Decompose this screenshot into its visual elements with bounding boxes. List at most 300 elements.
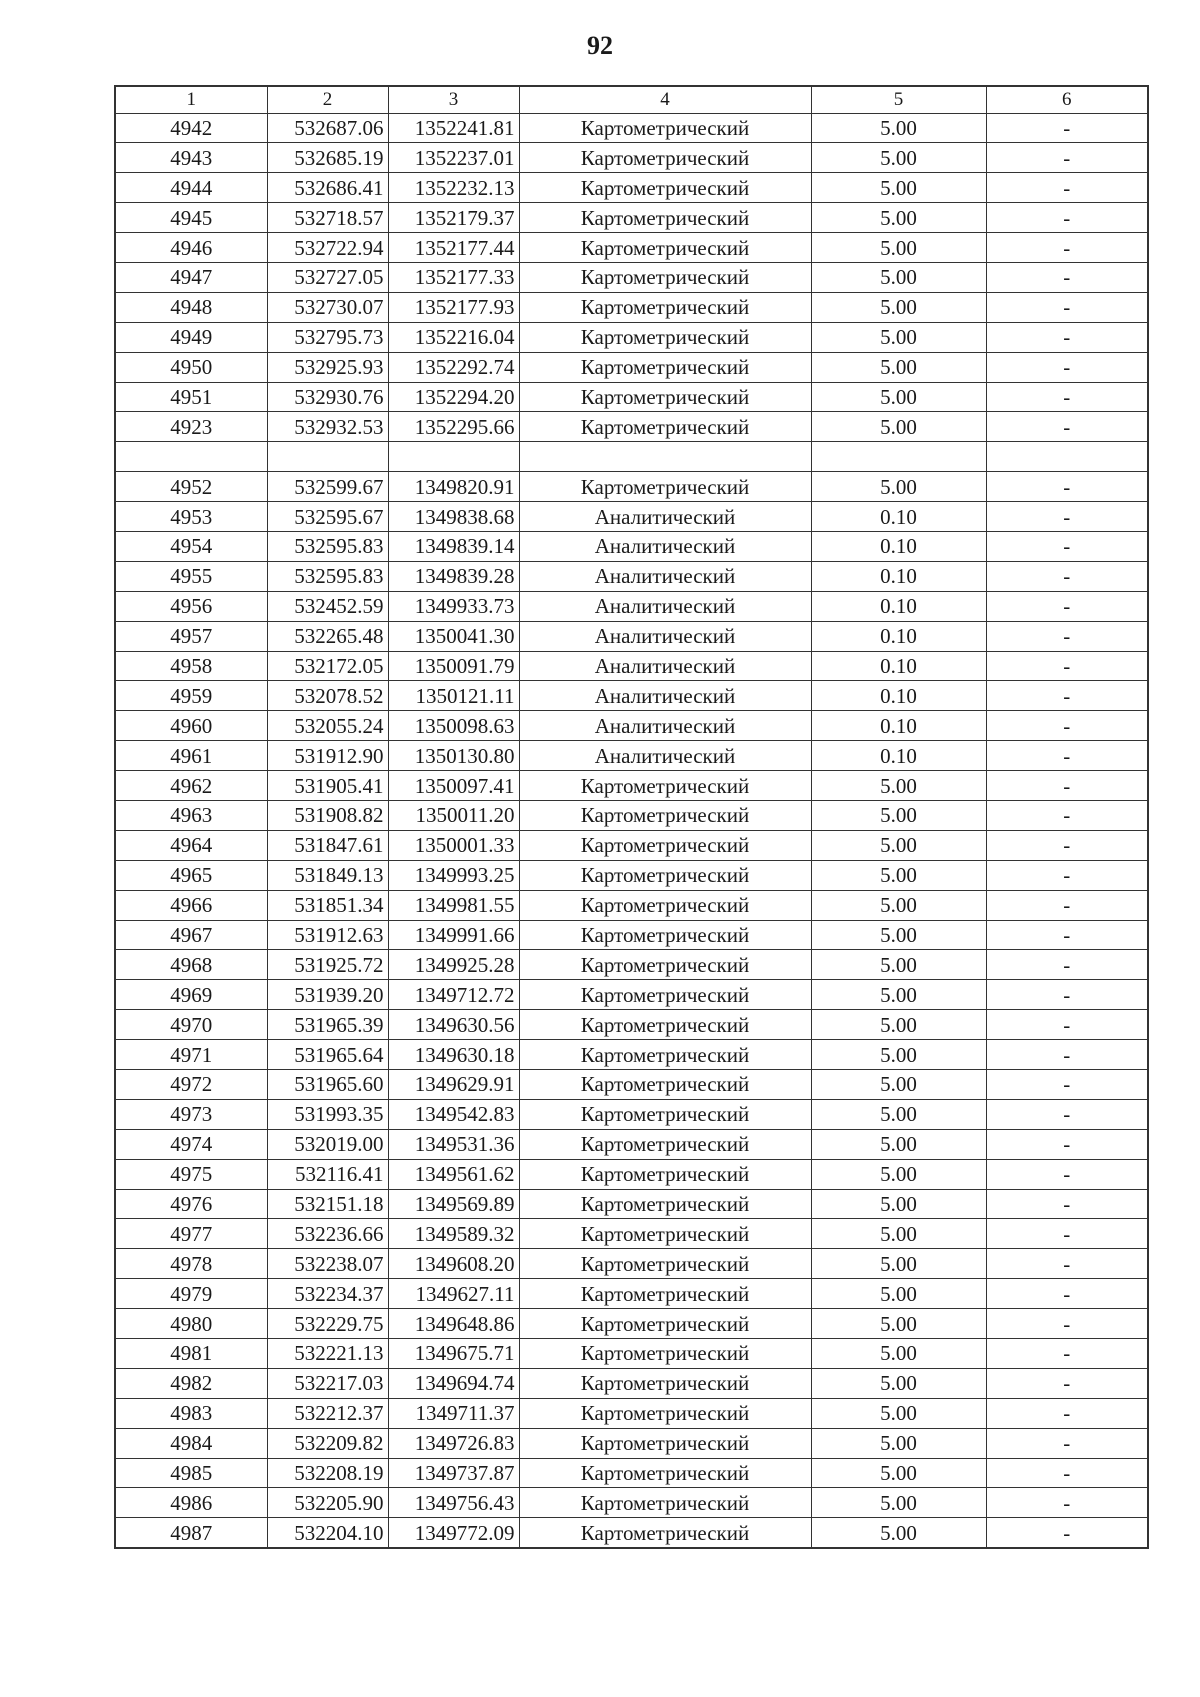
note-cell: - bbox=[986, 800, 1148, 830]
table-row bbox=[115, 1339, 1148, 1369]
x-coordinate-cell: 532208.19 bbox=[267, 1458, 388, 1488]
point-number-cell: 4962 bbox=[115, 771, 267, 801]
point-number-cell: 4965 bbox=[115, 860, 267, 890]
accuracy-cell: 0.10 bbox=[811, 621, 986, 651]
accuracy-cell: 0.10 bbox=[811, 591, 986, 621]
note-cell: - bbox=[986, 1010, 1148, 1040]
x-coordinate-cell: 532730.07 bbox=[267, 292, 388, 322]
method-cell: Картометрический bbox=[519, 1398, 811, 1428]
accuracy-cell: 5.00 bbox=[811, 1129, 986, 1159]
method-cell: Картометрический bbox=[519, 233, 811, 263]
accuracy-cell: 5.00 bbox=[811, 890, 986, 920]
note-cell: - bbox=[986, 741, 1148, 771]
point-number-cell: 4960 bbox=[115, 711, 267, 741]
point-number-cell: 4963 bbox=[115, 800, 267, 830]
point-number-cell: 4943 bbox=[115, 143, 267, 173]
x-coordinate-cell: 531965.60 bbox=[267, 1070, 388, 1100]
y-coordinate-cell: 1352177.44 bbox=[388, 233, 519, 263]
y-coordinate-cell: 1349589.32 bbox=[388, 1219, 519, 1249]
point-number-cell: 4974 bbox=[115, 1129, 267, 1159]
note-cell: - bbox=[986, 1309, 1148, 1339]
y-coordinate-cell: 1349993.25 bbox=[388, 860, 519, 890]
point-number-cell: 4952 bbox=[115, 472, 267, 502]
method-cell: Картометрический bbox=[519, 382, 811, 412]
table-row bbox=[115, 591, 1148, 621]
method-cell: Картометрический bbox=[519, 322, 811, 352]
y-coordinate-cell: 1349839.28 bbox=[388, 561, 519, 591]
accuracy-cell: 5.00 bbox=[811, 860, 986, 890]
y-coordinate-cell: 1349630.18 bbox=[388, 1040, 519, 1070]
table-row bbox=[115, 143, 1148, 173]
y-coordinate-cell: 1352294.20 bbox=[388, 382, 519, 412]
table-row bbox=[115, 711, 1148, 741]
point-number-cell: 4983 bbox=[115, 1398, 267, 1428]
y-coordinate-cell: 1350121.11 bbox=[388, 681, 519, 711]
point-number-cell: 4980 bbox=[115, 1309, 267, 1339]
method-cell: Картометрический bbox=[519, 1368, 811, 1398]
table-row bbox=[115, 1249, 1148, 1279]
note-cell: - bbox=[986, 830, 1148, 860]
method-cell: Картометрический bbox=[519, 771, 811, 801]
accuracy-cell bbox=[811, 442, 986, 472]
table-row bbox=[115, 830, 1148, 860]
table-row bbox=[115, 651, 1148, 681]
note-cell: - bbox=[986, 890, 1148, 920]
table-row bbox=[115, 1040, 1148, 1070]
y-coordinate-cell: 1350097.41 bbox=[388, 771, 519, 801]
y-coordinate-cell: 1352177.93 bbox=[388, 292, 519, 322]
note-cell: - bbox=[986, 322, 1148, 352]
method-cell: Картометрический bbox=[519, 1488, 811, 1518]
table-row bbox=[115, 352, 1148, 382]
y-coordinate-cell: 1350001.33 bbox=[388, 830, 519, 860]
x-coordinate-cell: 531993.35 bbox=[267, 1099, 388, 1129]
y-coordinate-cell: 1349627.11 bbox=[388, 1279, 519, 1309]
note-cell: - bbox=[986, 1040, 1148, 1070]
accuracy-cell: 5.00 bbox=[811, 1428, 986, 1458]
y-coordinate-cell: 1349629.91 bbox=[388, 1070, 519, 1100]
y-coordinate-cell: 1349838.68 bbox=[388, 502, 519, 532]
accuracy-cell: 5.00 bbox=[811, 1458, 986, 1488]
accuracy-cell: 5.00 bbox=[811, 771, 986, 801]
note-cell: - bbox=[986, 1189, 1148, 1219]
note-cell: - bbox=[986, 1070, 1148, 1100]
accuracy-cell: 5.00 bbox=[811, 1189, 986, 1219]
method-cell: Аналитический bbox=[519, 591, 811, 621]
table-row bbox=[115, 442, 1148, 472]
point-number-cell: 4957 bbox=[115, 621, 267, 651]
table-row bbox=[115, 233, 1148, 263]
y-coordinate-cell: 1349820.91 bbox=[388, 472, 519, 502]
y-coordinate-cell: 1352241.81 bbox=[388, 113, 519, 143]
point-number-cell: 4967 bbox=[115, 920, 267, 950]
method-cell: Картометрический bbox=[519, 1309, 811, 1339]
y-coordinate-cell: 1349991.66 bbox=[388, 920, 519, 950]
x-coordinate-cell: 532685.19 bbox=[267, 143, 388, 173]
note-cell: - bbox=[986, 860, 1148, 890]
point-number-cell: 4969 bbox=[115, 980, 267, 1010]
method-cell: Картометрический bbox=[519, 1219, 811, 1249]
table-row bbox=[115, 1518, 1148, 1548]
method-cell: Картометрический bbox=[519, 1279, 811, 1309]
x-coordinate-cell: 532932.53 bbox=[267, 412, 388, 442]
method-cell: Картометрический bbox=[519, 1189, 811, 1219]
x-coordinate-cell: 532795.73 bbox=[267, 322, 388, 352]
x-coordinate-cell: 532595.83 bbox=[267, 531, 388, 561]
method-cell: Картометрический bbox=[519, 173, 811, 203]
x-coordinate-cell: 532217.03 bbox=[267, 1368, 388, 1398]
y-coordinate-cell bbox=[388, 442, 519, 472]
y-coordinate-cell: 1349839.14 bbox=[388, 531, 519, 561]
accuracy-cell: 5.00 bbox=[811, 1339, 986, 1369]
note-cell: - bbox=[986, 292, 1148, 322]
accuracy-cell: 5.00 bbox=[811, 292, 986, 322]
x-coordinate-cell: 532925.93 bbox=[267, 352, 388, 382]
table-row bbox=[115, 561, 1148, 591]
note-cell: - bbox=[986, 920, 1148, 950]
point-number-cell: 4956 bbox=[115, 591, 267, 621]
x-coordinate-cell: 532452.59 bbox=[267, 591, 388, 621]
table-row bbox=[115, 980, 1148, 1010]
x-coordinate-cell: 532055.24 bbox=[267, 711, 388, 741]
method-cell: Картометрический bbox=[519, 1458, 811, 1488]
point-number-cell: 4985 bbox=[115, 1458, 267, 1488]
point-number-cell: 4966 bbox=[115, 890, 267, 920]
accuracy-cell: 5.00 bbox=[811, 1010, 986, 1040]
accuracy-cell: 5.00 bbox=[811, 800, 986, 830]
point-number-cell: 4951 bbox=[115, 382, 267, 412]
x-coordinate-cell: 532236.66 bbox=[267, 1219, 388, 1249]
method-cell: Картометрический bbox=[519, 113, 811, 143]
table-row bbox=[115, 1279, 1148, 1309]
accuracy-cell: 5.00 bbox=[811, 203, 986, 233]
table-row bbox=[115, 800, 1148, 830]
table-header-row bbox=[115, 86, 1148, 113]
method-cell: Картометрический bbox=[519, 1099, 811, 1129]
note-cell: - bbox=[986, 531, 1148, 561]
accuracy-cell: 0.10 bbox=[811, 711, 986, 741]
table-row bbox=[115, 1189, 1148, 1219]
point-number-cell bbox=[115, 442, 267, 472]
note-cell: - bbox=[986, 1159, 1148, 1189]
point-number-cell: 4979 bbox=[115, 1279, 267, 1309]
x-coordinate-cell: 532727.05 bbox=[267, 262, 388, 292]
note-cell: - bbox=[986, 1249, 1148, 1279]
point-number-cell: 4953 bbox=[115, 502, 267, 532]
page-number: 92 bbox=[587, 31, 613, 60]
method-cell bbox=[519, 442, 811, 472]
method-cell: Картометрический bbox=[519, 1070, 811, 1100]
table-row bbox=[115, 322, 1148, 352]
x-coordinate-cell: 532687.06 bbox=[267, 113, 388, 143]
column-header-5: 5 bbox=[811, 86, 986, 113]
method-cell: Картометрический bbox=[519, 950, 811, 980]
note-cell: - bbox=[986, 1518, 1148, 1548]
accuracy-cell: 5.00 bbox=[811, 1070, 986, 1100]
y-coordinate-cell: 1349981.55 bbox=[388, 890, 519, 920]
method-cell: Картометрический bbox=[519, 352, 811, 382]
table-row bbox=[115, 382, 1148, 412]
x-coordinate-cell: 532209.82 bbox=[267, 1428, 388, 1458]
point-number-cell: 4968 bbox=[115, 950, 267, 980]
accuracy-cell: 5.00 bbox=[811, 352, 986, 382]
note-cell: - bbox=[986, 1279, 1148, 1309]
x-coordinate-cell: 532930.76 bbox=[267, 382, 388, 412]
method-cell: Аналитический bbox=[519, 711, 811, 741]
x-coordinate-cell: 532078.52 bbox=[267, 681, 388, 711]
table-row bbox=[115, 502, 1148, 532]
note-cell: - bbox=[986, 1398, 1148, 1428]
y-coordinate-cell: 1350011.20 bbox=[388, 800, 519, 830]
x-coordinate-cell: 532238.07 bbox=[267, 1249, 388, 1279]
table-row bbox=[115, 860, 1148, 890]
accuracy-cell: 5.00 bbox=[811, 1249, 986, 1279]
point-number-cell: 4972 bbox=[115, 1070, 267, 1100]
method-cell: Аналитический bbox=[519, 561, 811, 591]
point-number-cell: 4946 bbox=[115, 233, 267, 263]
accuracy-cell: 5.00 bbox=[811, 382, 986, 412]
table-body bbox=[115, 113, 1148, 1548]
point-number-cell: 4958 bbox=[115, 651, 267, 681]
y-coordinate-cell: 1352292.74 bbox=[388, 352, 519, 382]
table-row bbox=[115, 1129, 1148, 1159]
table-row bbox=[115, 1368, 1148, 1398]
table-row bbox=[115, 1099, 1148, 1129]
method-cell: Картометрический bbox=[519, 412, 811, 442]
note-cell: - bbox=[986, 173, 1148, 203]
accuracy-cell: 5.00 bbox=[811, 980, 986, 1010]
table-row bbox=[115, 292, 1148, 322]
note-cell: - bbox=[986, 980, 1148, 1010]
accuracy-cell: 5.00 bbox=[811, 1099, 986, 1129]
x-coordinate-cell: 532595.67 bbox=[267, 502, 388, 532]
x-coordinate-cell: 532234.37 bbox=[267, 1279, 388, 1309]
method-cell: Аналитический bbox=[519, 502, 811, 532]
method-cell: Картометрический bbox=[519, 800, 811, 830]
column-header-2: 2 bbox=[267, 86, 388, 113]
note-cell: - bbox=[986, 950, 1148, 980]
note-cell: - bbox=[986, 711, 1148, 741]
point-number-cell: 4942 bbox=[115, 113, 267, 143]
point-number-cell: 4986 bbox=[115, 1488, 267, 1518]
x-coordinate-cell: 531905.41 bbox=[267, 771, 388, 801]
point-number-cell: 4964 bbox=[115, 830, 267, 860]
y-coordinate-cell: 1349531.36 bbox=[388, 1129, 519, 1159]
point-number-cell: 4961 bbox=[115, 741, 267, 771]
table-row bbox=[115, 1309, 1148, 1339]
x-coordinate-cell: 532722.94 bbox=[267, 233, 388, 263]
y-coordinate-cell: 1349711.37 bbox=[388, 1398, 519, 1428]
table-row bbox=[115, 1488, 1148, 1518]
table-row bbox=[115, 741, 1148, 771]
y-coordinate-cell: 1350130.80 bbox=[388, 741, 519, 771]
x-coordinate-cell: 531851.34 bbox=[267, 890, 388, 920]
accuracy-cell: 0.10 bbox=[811, 502, 986, 532]
accuracy-cell: 5.00 bbox=[811, 1368, 986, 1398]
method-cell: Картометрический bbox=[519, 1339, 811, 1369]
note-cell: - bbox=[986, 412, 1148, 442]
y-coordinate-cell: 1349569.89 bbox=[388, 1189, 519, 1219]
y-coordinate-cell: 1349648.86 bbox=[388, 1309, 519, 1339]
x-coordinate-cell: 531849.13 bbox=[267, 860, 388, 890]
y-coordinate-cell: 1349630.56 bbox=[388, 1010, 519, 1040]
note-cell: - bbox=[986, 681, 1148, 711]
note-cell: - bbox=[986, 651, 1148, 681]
accuracy-cell: 5.00 bbox=[811, 1518, 986, 1548]
x-coordinate-cell: 532599.67 bbox=[267, 472, 388, 502]
accuracy-cell: 5.00 bbox=[811, 173, 986, 203]
coordinates-table bbox=[114, 85, 1149, 1549]
note-cell: - bbox=[986, 1219, 1148, 1249]
accuracy-cell: 5.00 bbox=[811, 1488, 986, 1518]
x-coordinate-cell: 532172.05 bbox=[267, 651, 388, 681]
point-number-cell: 4976 bbox=[115, 1189, 267, 1219]
x-coordinate-cell: 532265.48 bbox=[267, 621, 388, 651]
x-coordinate-cell: 532686.41 bbox=[267, 173, 388, 203]
table-row bbox=[115, 203, 1148, 233]
accuracy-cell: 0.10 bbox=[811, 681, 986, 711]
y-coordinate-cell: 1352177.33 bbox=[388, 262, 519, 292]
method-cell: Картометрический bbox=[519, 1010, 811, 1040]
accuracy-cell: 5.00 bbox=[811, 143, 986, 173]
method-cell: Картометрический bbox=[519, 203, 811, 233]
x-coordinate-cell: 532204.10 bbox=[267, 1518, 388, 1548]
y-coordinate-cell: 1349772.09 bbox=[388, 1518, 519, 1548]
x-coordinate-cell: 532019.00 bbox=[267, 1129, 388, 1159]
column-header-1: 1 bbox=[115, 86, 267, 113]
x-coordinate-cell: 532212.37 bbox=[267, 1398, 388, 1428]
method-cell: Картометрический bbox=[519, 292, 811, 322]
y-coordinate-cell: 1352179.37 bbox=[388, 203, 519, 233]
accuracy-cell: 0.10 bbox=[811, 741, 986, 771]
table-row bbox=[115, 113, 1148, 143]
note-cell: - bbox=[986, 1458, 1148, 1488]
note-cell: - bbox=[986, 262, 1148, 292]
x-coordinate-cell: 532205.90 bbox=[267, 1488, 388, 1518]
accuracy-cell: 5.00 bbox=[811, 1219, 986, 1249]
method-cell: Картометрический bbox=[519, 472, 811, 502]
accuracy-cell: 5.00 bbox=[811, 1398, 986, 1428]
y-coordinate-cell: 1349933.73 bbox=[388, 591, 519, 621]
table-row bbox=[115, 412, 1148, 442]
y-coordinate-cell: 1352295.66 bbox=[388, 412, 519, 442]
y-coordinate-cell: 1350091.79 bbox=[388, 651, 519, 681]
y-coordinate-cell: 1350098.63 bbox=[388, 711, 519, 741]
method-cell: Аналитический bbox=[519, 621, 811, 651]
point-number-cell: 4944 bbox=[115, 173, 267, 203]
note-cell: - bbox=[986, 561, 1148, 591]
method-cell: Картометрический bbox=[519, 890, 811, 920]
note-cell: - bbox=[986, 472, 1148, 502]
point-number-cell: 4987 bbox=[115, 1518, 267, 1548]
table-row bbox=[115, 771, 1148, 801]
accuracy-cell: 5.00 bbox=[811, 1309, 986, 1339]
y-coordinate-cell: 1349925.28 bbox=[388, 950, 519, 980]
table-row bbox=[115, 1428, 1148, 1458]
note-cell: - bbox=[986, 143, 1148, 173]
method-cell: Картометрический bbox=[519, 920, 811, 950]
x-coordinate-cell bbox=[267, 442, 388, 472]
accuracy-cell: 0.10 bbox=[811, 531, 986, 561]
table-row bbox=[115, 621, 1148, 651]
y-coordinate-cell: 1352237.01 bbox=[388, 143, 519, 173]
point-number-cell: 4959 bbox=[115, 681, 267, 711]
x-coordinate-cell: 531912.63 bbox=[267, 920, 388, 950]
x-coordinate-cell: 531908.82 bbox=[267, 800, 388, 830]
note-cell: - bbox=[986, 352, 1148, 382]
method-cell: Аналитический bbox=[519, 651, 811, 681]
point-number-cell: 4981 bbox=[115, 1339, 267, 1369]
method-cell: Картометрический bbox=[519, 1428, 811, 1458]
point-number-cell: 4955 bbox=[115, 561, 267, 591]
y-coordinate-cell: 1349726.83 bbox=[388, 1428, 519, 1458]
method-cell: Аналитический bbox=[519, 531, 811, 561]
accuracy-cell: 5.00 bbox=[811, 1040, 986, 1070]
x-coordinate-cell: 531939.20 bbox=[267, 980, 388, 1010]
y-coordinate-cell: 1349694.74 bbox=[388, 1368, 519, 1398]
accuracy-cell: 5.00 bbox=[811, 920, 986, 950]
table-row bbox=[115, 1458, 1148, 1488]
x-coordinate-cell: 532229.75 bbox=[267, 1309, 388, 1339]
column-header-4: 4 bbox=[519, 86, 811, 113]
accuracy-cell: 5.00 bbox=[811, 950, 986, 980]
table-row bbox=[115, 262, 1148, 292]
table-row bbox=[115, 890, 1148, 920]
x-coordinate-cell: 532221.13 bbox=[267, 1339, 388, 1369]
point-number-cell: 4982 bbox=[115, 1368, 267, 1398]
table-row bbox=[115, 950, 1148, 980]
note-cell: - bbox=[986, 1368, 1148, 1398]
table-row bbox=[115, 531, 1148, 561]
x-coordinate-cell: 531847.61 bbox=[267, 830, 388, 860]
x-coordinate-cell: 532151.18 bbox=[267, 1189, 388, 1219]
x-coordinate-cell: 532718.57 bbox=[267, 203, 388, 233]
point-number-cell: 4970 bbox=[115, 1010, 267, 1040]
note-cell: - bbox=[986, 1488, 1148, 1518]
column-header-6: 6 bbox=[986, 86, 1148, 113]
table-row bbox=[115, 920, 1148, 950]
point-number-cell: 4975 bbox=[115, 1159, 267, 1189]
accuracy-cell: 5.00 bbox=[811, 830, 986, 860]
note-cell: - bbox=[986, 1099, 1148, 1129]
accuracy-cell: 5.00 bbox=[811, 1159, 986, 1189]
point-number-cell: 4948 bbox=[115, 292, 267, 322]
accuracy-cell: 5.00 bbox=[811, 472, 986, 502]
x-coordinate-cell: 531925.72 bbox=[267, 950, 388, 980]
point-number-cell: 4954 bbox=[115, 531, 267, 561]
table-row bbox=[115, 1070, 1148, 1100]
point-number-cell: 4945 bbox=[115, 203, 267, 233]
point-number-cell: 4973 bbox=[115, 1099, 267, 1129]
note-cell: - bbox=[986, 233, 1148, 263]
accuracy-cell: 5.00 bbox=[811, 1279, 986, 1309]
point-number-cell: 4923 bbox=[115, 412, 267, 442]
method-cell: Картометрический bbox=[519, 980, 811, 1010]
y-coordinate-cell: 1352232.13 bbox=[388, 173, 519, 203]
method-cell: Картометрический bbox=[519, 143, 811, 173]
note-cell: - bbox=[986, 1129, 1148, 1159]
table-row bbox=[115, 1219, 1148, 1249]
method-cell: Картометрический bbox=[519, 1159, 811, 1189]
y-coordinate-cell: 1349712.72 bbox=[388, 980, 519, 1010]
accuracy-cell: 5.00 bbox=[811, 262, 986, 292]
y-coordinate-cell: 1352216.04 bbox=[388, 322, 519, 352]
note-cell: - bbox=[986, 113, 1148, 143]
table-row bbox=[115, 472, 1148, 502]
point-number-cell: 4947 bbox=[115, 262, 267, 292]
y-coordinate-cell: 1349608.20 bbox=[388, 1249, 519, 1279]
table-header bbox=[115, 86, 1148, 113]
